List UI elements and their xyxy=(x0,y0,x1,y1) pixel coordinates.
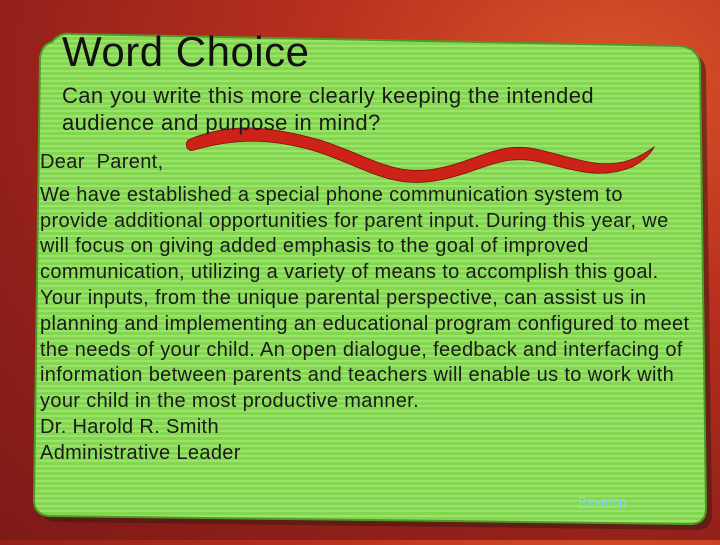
signature-name: Dr. Harold R. Smith xyxy=(40,415,219,438)
slide-subtitle: Can you write this more clearly keeping the intended audience and purpose in mind? xyxy=(62,83,594,135)
letter-greeting: Dear Parent, xyxy=(40,151,164,173)
signature-title: Administrative Leader xyxy=(40,441,241,464)
revamp-link[interactable]: Revamp xyxy=(578,494,627,509)
letter-body: We have established a special phone communication system to provide additional opportunities for parent input. During this year, we will focus on giving added emphasis to the goal of improved communication, utilizing a variety of means to accomplish this goal. Your inputs, from the unique parental perspective, can assist us in planning and implementing an educational program configured to meet the needs of your child. An open dialogue, feedback and interfacing of information between parents and teachers will enable us to work with your child in the most productive manner. xyxy=(40,183,690,413)
letter-content xyxy=(40,150,690,467)
slide-title: Word Choice xyxy=(62,28,310,75)
